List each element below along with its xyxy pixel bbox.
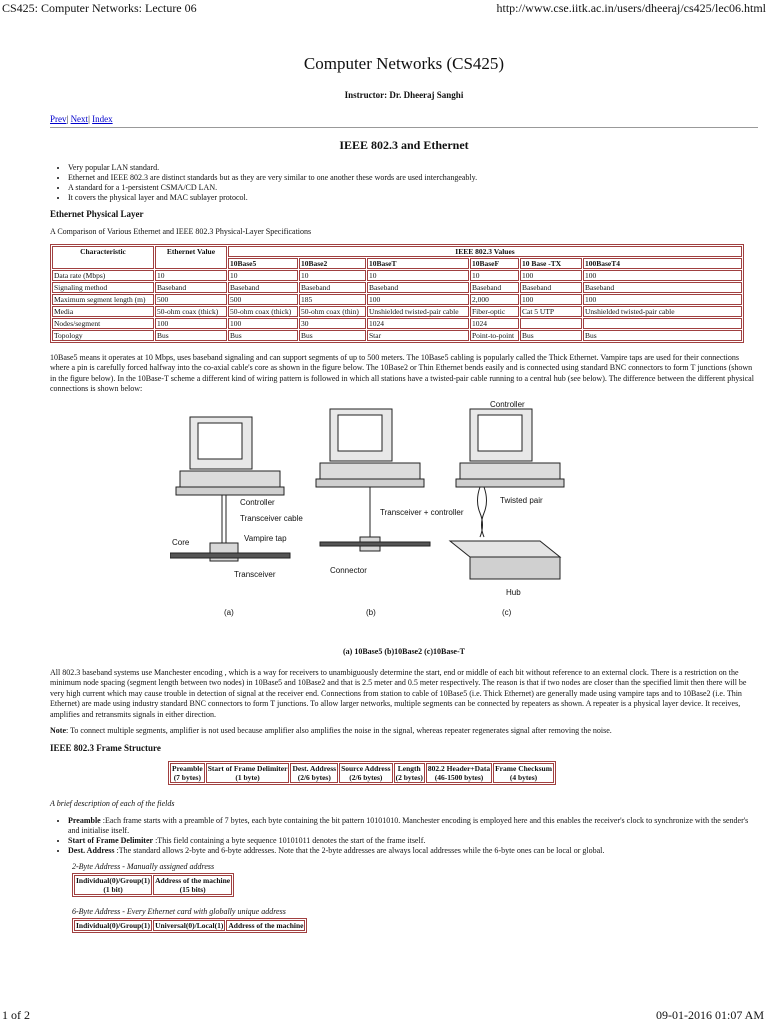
spec-cell: 10 — [367, 270, 469, 281]
print-header-title: CS425: Computer Networks: Lecture 06 — [2, 1, 197, 15]
frame-field — [493, 763, 554, 783]
page-title: Computer Networks (CS425) — [303, 54, 505, 73]
spec-row — [52, 330, 742, 341]
frame-field — [426, 763, 492, 783]
spec-cell: 10 — [228, 270, 298, 281]
spec-cell: Baseband — [583, 282, 742, 293]
label-c: (c) — [502, 607, 512, 617]
spec-cell: 185 — [299, 294, 366, 305]
frame-field — [170, 763, 205, 783]
addr2-field-name: Individual(0)/Group(1) — [76, 875, 151, 885]
frame-field — [290, 763, 338, 783]
note-label: Note — [50, 726, 66, 735]
index-link[interactable]: Index — [92, 114, 113, 124]
spec-row — [52, 306, 742, 317]
label-controller-c: Controller — [490, 400, 525, 409]
spec-cell: Point-to-point — [470, 330, 519, 341]
addr2-label: 2-Byte Address - Manually assigned address — [72, 861, 215, 871]
spec-cell — [583, 318, 742, 329]
spec-subheader: 100BaseT4 — [583, 258, 742, 269]
spec-cell: 50-ohm coax (thick) — [155, 306, 227, 317]
spec-cell: 500 — [155, 294, 227, 305]
field-desc-item — [68, 836, 758, 846]
spec-row — [52, 282, 742, 293]
thick-coax-a-line — [170, 553, 290, 558]
divider — [50, 127, 758, 128]
computer-c-icon — [456, 409, 564, 487]
para-10base5: 10Base5 means it operates at 10 Mbps, uses baseband signaling and can support segments of up to 500 meters. The 10Base5 cabling is popularly called the Thick Ethernet. Vampire taps are used for their connections where a pin is carefully forced halfway into the co-axial cable's core as shown in the figure below. The 10Base2 or Thin Ethernet bends easily and is connected using standard BNC connectors to form T junctions (shown in the figure below). In the 10Base-T scheme a different kind of wiring pattern is followed in which all stations have a twisted-pair cable running to a central hub (see below). The difference between the different physical connections is shown below: — [50, 352, 754, 393]
field-desc-name: Start of Frame Delimiter — [68, 835, 154, 845]
addr6-field: Universal(0)/Local(1) — [155, 920, 224, 930]
frame-field — [206, 763, 290, 783]
spec-row-label: Media — [52, 306, 154, 317]
bullet-item: • Ethernet and IEEE 802.3 are distinct standards but as they are very similar to one another these words are used interchangeably. — [68, 173, 758, 183]
frame-field-name: Source Address — [341, 763, 391, 773]
spec-cell: 100 — [520, 294, 582, 305]
spec-cell: Bus — [520, 330, 582, 341]
spec-cell: 50-ohm coax (thick) — [228, 306, 298, 317]
spec-cell: Bus — [228, 330, 298, 341]
bullet-item: • Very popular LAN standard. — [68, 163, 758, 173]
comparison-caption: A Comparison of Various Ethernet and IEEE 802.3 Physical-Layer Specifications — [50, 227, 312, 236]
spec-header-ieee: IEEE 802.3 Values — [228, 246, 742, 257]
spec-cell: 1024 — [470, 318, 519, 329]
spec-cell: Baseband — [155, 282, 227, 293]
spec-cell: 500 — [228, 294, 298, 305]
addr2-field-size: (15 bits) — [179, 884, 206, 894]
frame-field-size: (2/6 bytes) — [297, 772, 331, 782]
intro-bullets — [50, 163, 758, 203]
brief-description-heading: A brief description of each of the fields — [50, 798, 175, 808]
spec-row-label: Maximum segment length (m) — [52, 294, 154, 305]
spec-cell: 2,000 — [470, 294, 519, 305]
spec-header-characteristic: Characteristic — [52, 246, 154, 269]
spec-cell: Baseband — [470, 282, 519, 293]
field-description-list — [50, 816, 758, 856]
spec-cell: Star — [367, 330, 469, 341]
addr6-label: 6-Byte Address - Every Ethernet card with globally unique address — [72, 906, 286, 916]
spec-row — [52, 294, 742, 305]
addr2-field — [153, 875, 232, 895]
page-content — [50, 54, 758, 943]
spec-row — [52, 318, 742, 329]
spec-cell: Bus — [155, 330, 227, 341]
thin-coax-b-line — [320, 542, 430, 546]
frame-field — [394, 763, 425, 783]
addr6-field: Address of the machine — [228, 920, 304, 930]
bullet-item: • A standard for a 1-persistent CSMA/CD LAN. — [68, 183, 758, 193]
spec-cell: 10 — [299, 270, 366, 281]
frame-structure-table — [168, 761, 556, 785]
spec-cell: 100 — [155, 318, 227, 329]
spec-row-label: Data rate (Mbps) — [52, 270, 154, 281]
frame-field-name: Dest. Address — [292, 763, 337, 773]
label-connector: Connector — [330, 565, 367, 575]
spec-subheader: 10BaseT — [367, 258, 469, 269]
label-b: (b) — [366, 607, 376, 617]
cabling-diagram — [170, 401, 590, 631]
spec-cell: Baseband — [228, 282, 298, 293]
frame-field-name: 802.2 Header+Data — [427, 763, 491, 773]
addr2-field-name: Address of the machine — [155, 875, 231, 885]
spec-header-ethernet: Ethernet Value — [155, 246, 227, 269]
frame-field-size: (2/6 bytes) — [349, 772, 383, 782]
spec-cell: Bus — [299, 330, 366, 341]
frame-field-name: Length — [397, 763, 421, 773]
frame-field-name: Start of Frame Delimiter — [207, 763, 288, 773]
para-manchester: All 802.3 baseband systems use Manchester encoding , which is a way for receivers to unambiguously determine the start, end or middle of each bit without reference to an external clock. There is a restriction on the minimum node spacing (segment length between two nodes) in 10Base5 and 10Base2 and that is 2.5 meter and 0.5 meter respectively. The reason is that if two nodes are closer than the specified limit then there will be very high current which may cause trouble in detection of signal at the receiver end. Connections from station to cable of 10Base5 (i.e. Thick Ethernet) are generally made using vampire taps and to 10Base2 (i.e. Thin Ethernet) are made using industry standard BNC connectors to form T junctions. To allow larger networks, multiple segments can be connected by repeaters as shown. A repeater is a physical layer device. It receives, amplifies and retransmits signals in either direction. — [50, 667, 747, 719]
frame-field-name: Frame Checksum — [495, 763, 552, 773]
label-controller-a: Controller — [240, 497, 275, 507]
spec-cell: 10 — [470, 270, 519, 281]
nav-links: Prev| Next| Index — [50, 114, 113, 124]
addr6-table — [72, 918, 307, 933]
frame-row — [170, 763, 554, 783]
bullet-item: • It covers the physical layer and MAC sublayer protocol. — [68, 193, 758, 203]
label-twisted-pair: Twisted pair — [500, 495, 543, 505]
next-link[interactable]: Next — [70, 114, 89, 124]
spec-table-body — [52, 270, 742, 341]
spec-table — [50, 244, 744, 343]
note-text: : To connect multiple segments, amplifier is not used because amplifier also amplifies the noise in the signal, whereas repeater regenerates signal after removing the noise. — [66, 726, 612, 735]
spec-subheader: 10Base2 — [299, 258, 366, 269]
print-header-url: http://www.cse.iitk.ac.in/users/dheeraj/cs425/lec06.html — [496, 1, 766, 15]
spec-cell: 100 — [583, 294, 742, 305]
spec-cell: Baseband — [367, 282, 469, 293]
spec-row-label: Signaling method — [52, 282, 154, 293]
spec-subheader: 10 Base -TX — [520, 258, 582, 269]
computer-a-icon — [176, 417, 284, 495]
ethernet-cabling-figure — [50, 401, 758, 641]
note-paragraph — [50, 726, 758, 737]
spec-cell: Unshielded twisted-pair cable — [367, 306, 469, 317]
spec-subheader: 10Base5 — [228, 258, 298, 269]
addr2-field-size: (1 bit) — [103, 884, 123, 894]
frame-field-size: (46-1500 bytes) — [434, 772, 484, 782]
addr2-table — [72, 873, 234, 897]
frame-field — [339, 763, 393, 783]
field-desc-item — [68, 846, 758, 856]
print-footer — [0, 1008, 768, 1024]
print-header — [0, 0, 768, 16]
addr2-field — [74, 875, 152, 895]
spec-cell: 30 — [299, 318, 366, 329]
label-transceiver-cable: Transceiver cable — [240, 513, 303, 523]
computer-b-icon — [316, 409, 424, 487]
field-desc-text: :Each frame starts with a preamble of 7 bytes, each byte containing the bit pattern 10101010. Manchester encoding is employed here and this enables the receiver's clock to synchronize with the sender's and initialise itself. — [68, 815, 749, 835]
label-hub: Hub — [506, 587, 521, 597]
field-desc-name: Dest. Address — [68, 845, 115, 855]
frame-structure-heading: IEEE 802.3 Frame Structure — [50, 742, 161, 753]
label-transceiver: Transceiver — [234, 569, 276, 579]
field-desc-item — [68, 816, 758, 836]
spec-cell: Fiber-optic — [470, 306, 519, 317]
label-core: Core — [172, 537, 190, 547]
spec-cell — [520, 318, 582, 329]
spec-cell: 100 — [520, 270, 582, 281]
instructor-line: Instructor: Dr. Dheeraj Sanghi — [344, 90, 464, 100]
label-vampire-tap: Vampire tap — [244, 533, 287, 543]
spec-cell: 100 — [583, 270, 742, 281]
spec-cell: Unshielded twisted-pair cable — [583, 306, 742, 317]
frame-field-size: (2 bytes) — [395, 772, 423, 782]
spec-cell: 100 — [228, 318, 298, 329]
spec-row-label: Topology — [52, 330, 154, 341]
spec-row-label: Nodes/segment — [52, 318, 154, 329]
physical-layer-heading: Ethernet Physical Layer — [50, 209, 144, 219]
field-desc-text: :The standard allows 2-byte and 6-byte addresses. Note that the 2-byte addresses are always local addresses while the 6-byte ones can be local or global. — [114, 845, 605, 855]
spec-cell: 10 — [155, 270, 227, 281]
page-number: 1 of 2 — [2, 1008, 30, 1022]
spec-cell: Baseband — [520, 282, 582, 293]
prev-link[interactable]: Prev — [50, 114, 67, 124]
section-title: IEEE 802.3 and Ethernet — [339, 138, 469, 152]
spec-row — [52, 270, 742, 281]
frame-field-size: (4 bytes) — [509, 772, 538, 782]
frame-field-name: Preamble — [172, 763, 203, 773]
addr6-field: Individual(0)/Group(1) — [76, 920, 151, 930]
field-desc-text: :This field containing a byte sequence 10101011 denotes the start of the frame itself. — [153, 835, 426, 845]
label-transceiver-controller: Transceiver + controller — [380, 507, 464, 517]
spec-cell: Bus — [583, 330, 742, 341]
spec-cell: 100 — [367, 294, 469, 305]
spec-cell: Cat 5 UTP — [520, 306, 582, 317]
spec-cell: 50-ohm coax (thin) — [299, 306, 366, 317]
spec-cell: Baseband — [299, 282, 366, 293]
print-timestamp: 09-01-2016 01:07 AM — [656, 1008, 764, 1022]
frame-field-size: (1 byte) — [235, 772, 260, 782]
hub-icon — [450, 541, 560, 579]
frame-field-size: (7 bytes) — [173, 772, 201, 782]
field-desc-name: Preamble — [68, 815, 101, 825]
spec-cell: 1024 — [367, 318, 469, 329]
spec-subheader: 10BaseF — [470, 258, 519, 269]
label-a: (a) — [224, 607, 234, 617]
figure-caption: (a) 10Base5 (b)10Base2 (c)10Base-T — [343, 646, 465, 656]
